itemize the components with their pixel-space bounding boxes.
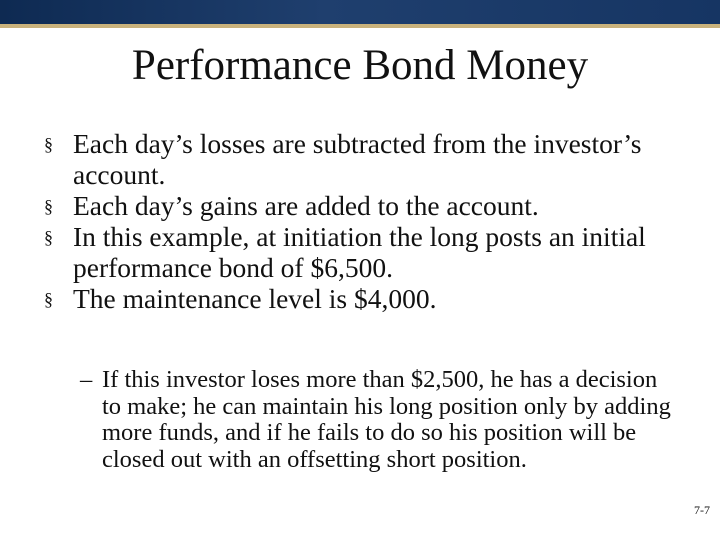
slide-title: Performance Bond Money: [131, 42, 589, 89]
slide-number: 7-7: [694, 503, 710, 517]
header-band: [0, 0, 720, 24]
bullet-marker-icon: §: [44, 134, 53, 154]
bullet-marker-icon: §: [44, 289, 53, 309]
bullet-item: [44, 283, 694, 314]
bullet-text: The maintenance level is $4,000.: [73, 283, 437, 314]
bullet-list: [44, 128, 694, 314]
bullet-text: Each day’s losses are subtracted from the investor’s account.: [73, 128, 642, 190]
bullet-item: [44, 221, 694, 283]
bullet-marker-icon: §: [44, 196, 53, 216]
header-rule: [0, 24, 720, 28]
sub-bullet-list: [80, 367, 680, 473]
sub-bullet-item: [80, 367, 680, 473]
sub-bullet-text: If this investor loses more than $2,500, he has a decision to make; he can maintain his long position only by adding more funds, and if he fails to do so his position will be closed out with an offsetting short position.: [102, 366, 671, 473]
bullet-text: Each day’s gains are added to the account.: [73, 190, 539, 221]
bullet-item: [44, 190, 694, 221]
bullet-text: In this example, at initiation the long posts an initial performance bond of $6,500.: [73, 221, 646, 283]
bullet-item: [44, 128, 694, 190]
dash-marker-icon: –: [80, 366, 93, 393]
bullet-marker-icon: §: [44, 227, 53, 247]
